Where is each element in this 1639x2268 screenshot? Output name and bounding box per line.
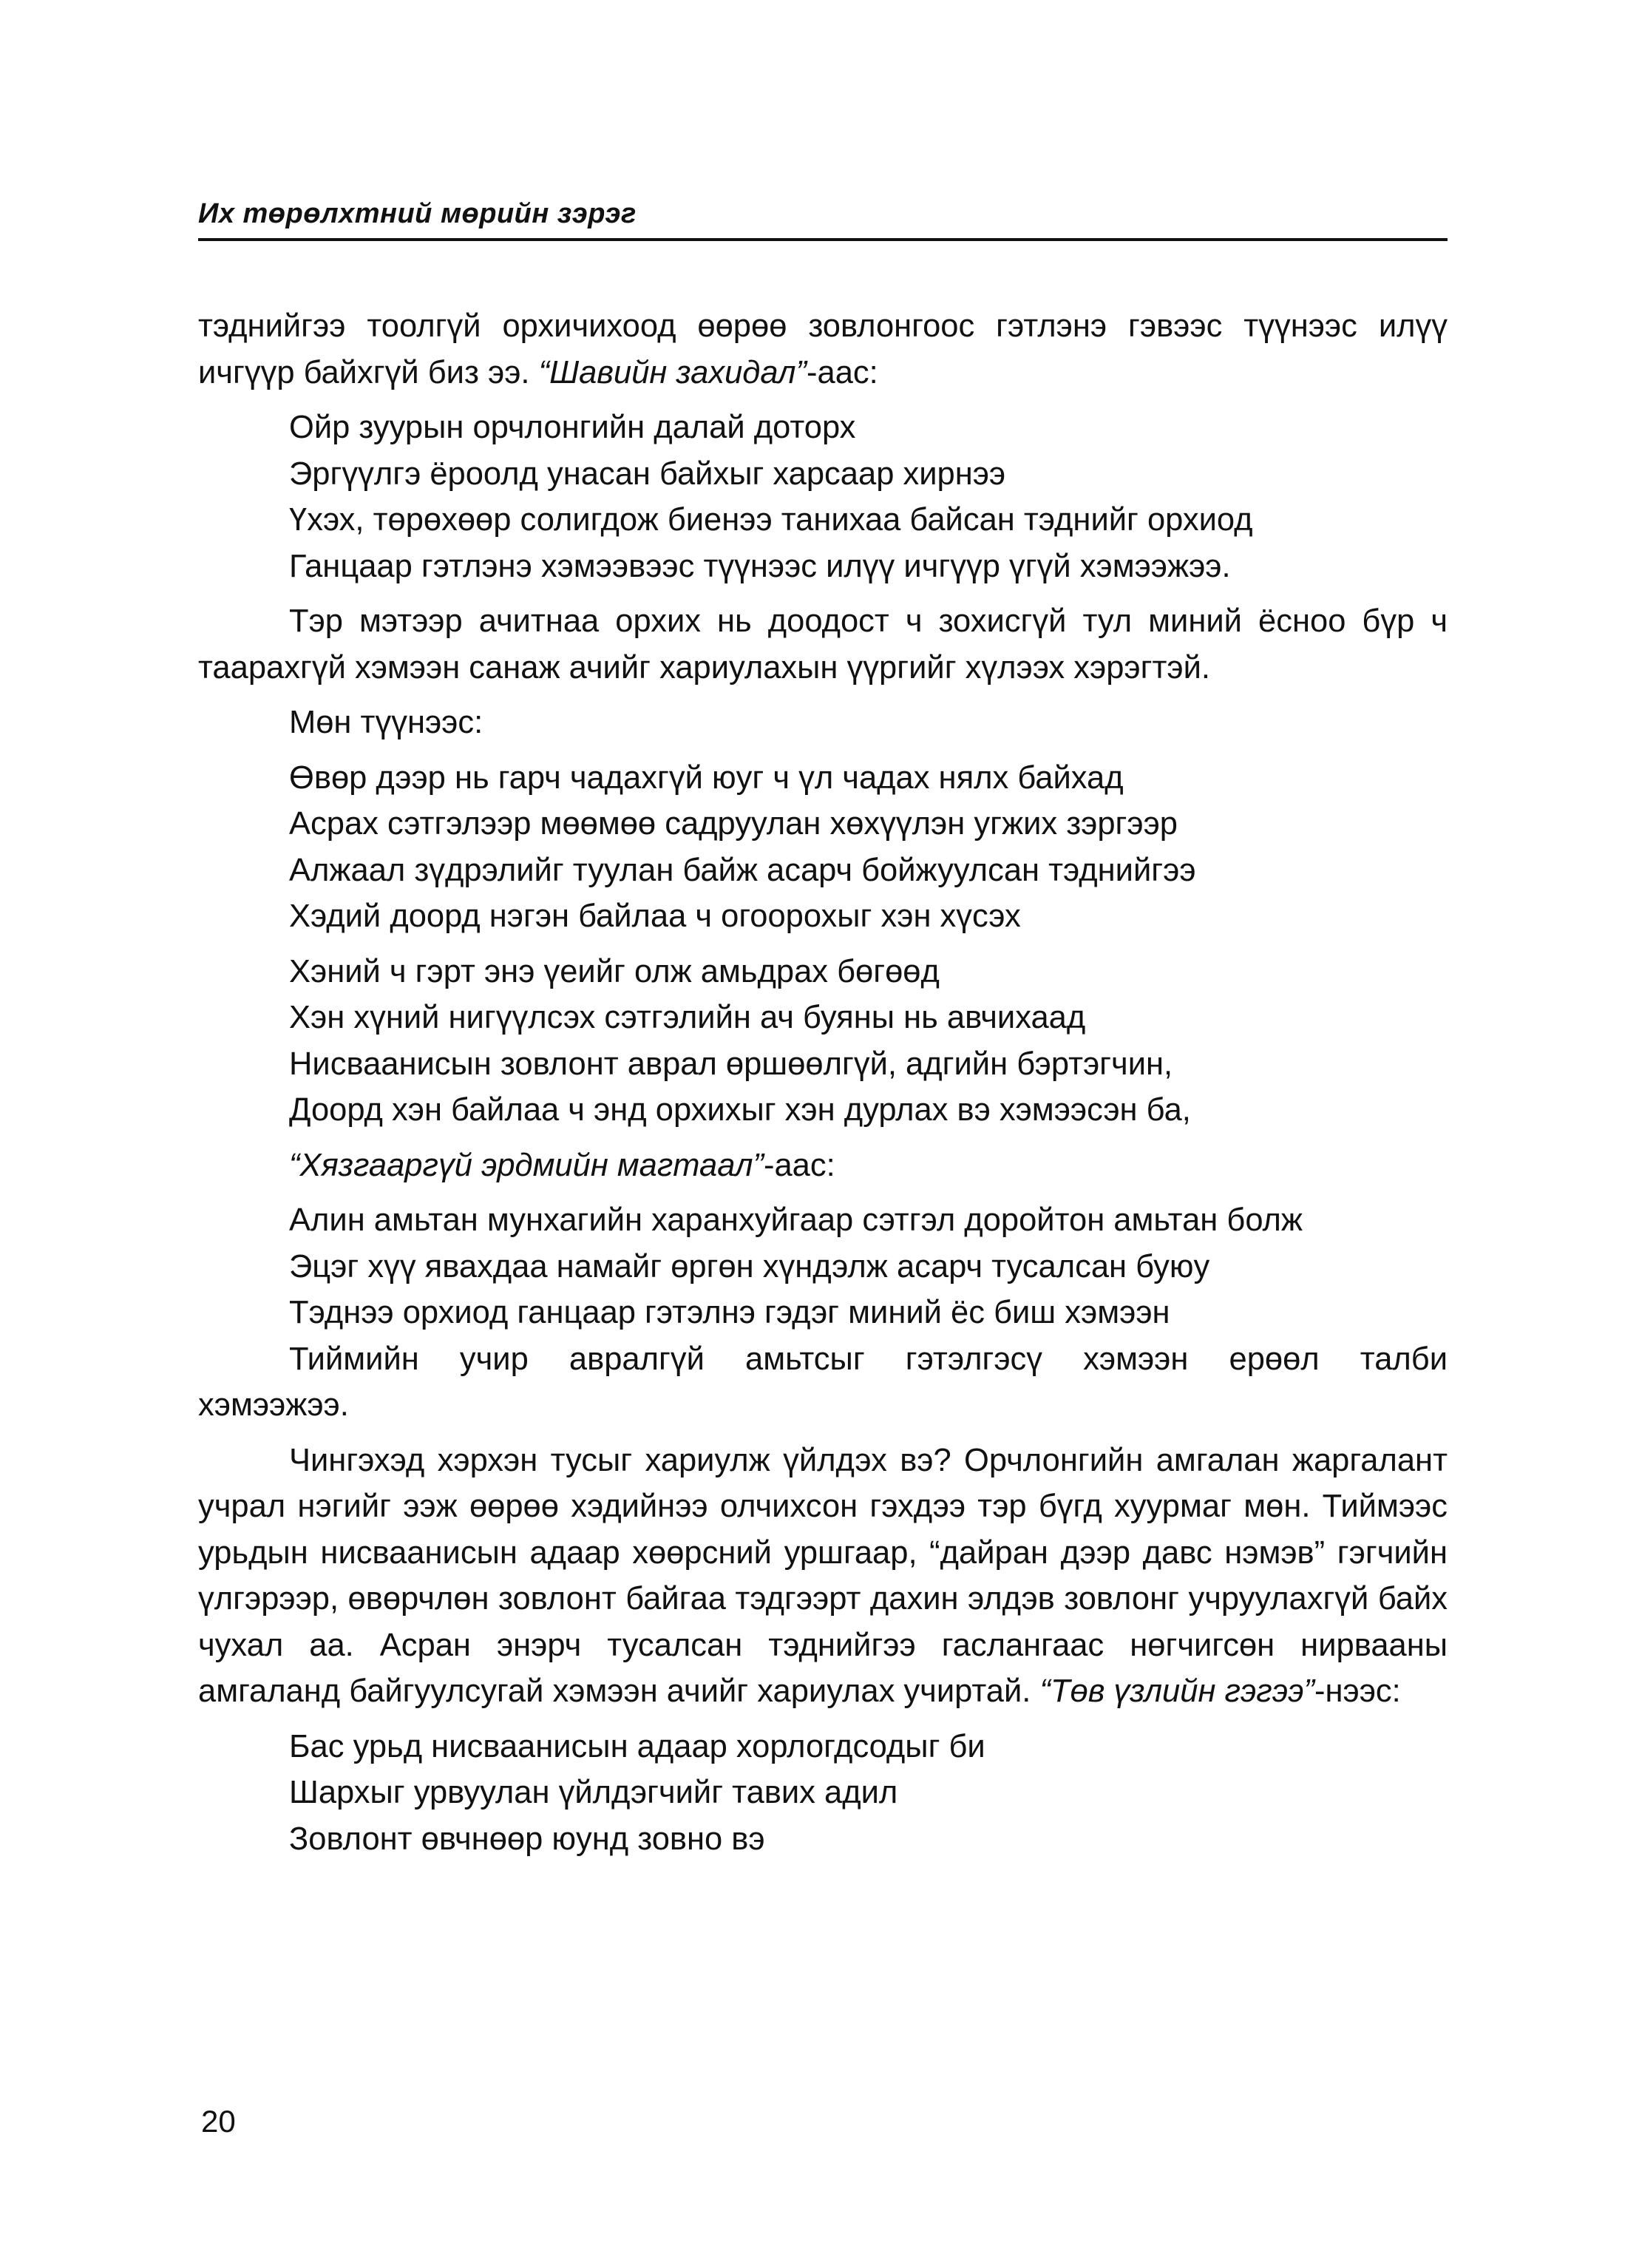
verse-quote-1 (198, 404, 1448, 589)
verse-line: Өвөр дээр нь гарч чадахгүй юуг ч үл чадах нялх байхад (289, 759, 1124, 796)
verse-quote-3 (198, 949, 1448, 1134)
verse-quote-5 (198, 1724, 1448, 1863)
verse-line: Хэн хүний нигүүлсэх сэтгэлийн ач буяны нь авчихаад (289, 1000, 1086, 1035)
verse-line: Үхэх, төрөхөөр солигдож биенээ танихаа байсан тэднийг орхиод (289, 502, 1253, 538)
verse-line: Тэднээ орхиод ганцаар гэтэлнэ гэдэг миний ёс биш хэмээн (289, 1295, 1170, 1330)
verse-line: Хэдий доорд нэгэн байлаа ч огоорохыг хэн хүсэх (289, 898, 1021, 934)
verse-line: Зовлонт өвчнөөр юунд зовно вэ (289, 1821, 765, 1857)
paragraph-source-intro (198, 1143, 1448, 1189)
verse-line: Асрах сэтгэлээр мөөмөө садруулан хөхүүлэн угжих зэргээр (289, 806, 1178, 842)
paragraph: Тэр мэтээр ачитнаа орхих нь доодост ч зохисгүй тул миний ёсноо бүр ч таарахгүй хэмээн санаж ачийг хариулахын үүргийг хүлээх хэрэгтэй. (198, 603, 1448, 686)
verse-line: Тиймийн учир авралгүй амьтсыг гэтэлгэсү хэмээн ерөөл талби (289, 1341, 1448, 1377)
source-title: “Төв үзлийн гэгээ” (1039, 1673, 1315, 1709)
source-suffix: -нээс: (1314, 1673, 1401, 1709)
source-suffix: -аас: (807, 354, 878, 390)
source-suffix: -аас: (763, 1147, 835, 1183)
verse-line: Нисваанисын зовлонт аврал өршөөлгүй, адгийн бэртэгчин, (289, 1046, 1173, 1082)
verse-line: Эцэг хүү явахдаа намайг өргөн хүндэлж асарч тусалсан буюу (289, 1248, 1210, 1284)
verse-quote-2 (198, 755, 1448, 940)
page-number: 20 (201, 2104, 236, 2139)
paragraph (198, 1438, 1448, 1715)
verse-line: Ганцаар гэтлэнэ хэмээвээс түүнээс илүү ичгүүр үгүй хэмээжээ. (289, 548, 1231, 584)
verse-line: Шархыг урвуулан үйлдэгчийг тавих адил (289, 1775, 898, 1810)
verse-line: Эргүүлгэ ёроолд унасан байхыг харсаар хирнээ (289, 456, 1006, 492)
verse-line-continuation: хэмээжээ. (198, 1387, 349, 1423)
header-rule (198, 238, 1448, 241)
paragraph: Мөн түүнээс: (289, 705, 483, 740)
verse-line: Доорд хэн байлаа ч энд орхихыг хэн дурлах вэ хэмээсэн ба, (289, 1092, 1191, 1128)
paragraph-continuation (198, 303, 1448, 396)
verse-line: Алин амьтан мунхагийн харанхуйгаар сэтгэл доройтон амьтан болж (289, 1202, 1303, 1238)
running-header: Их төрөлхтний мөрийн зэрэг (198, 198, 637, 229)
source-title: “Хязгааргүй эрдмийн магтаал” (289, 1147, 764, 1183)
source-title: “Шавийн захидал” (538, 354, 807, 390)
verse-quote-4 (198, 1197, 1448, 1429)
paragraph-text: тэднийгээ тоолгүй орхичихоод өөрөө зовлонгоос гэтлэнэ гэвээс түүнээс илүү ичгүүр байхгүй биз ээ. (198, 308, 1448, 390)
paragraph-text: Чингэхэд хэрхэн тусыг хариулж үйлдэх вэ? Орчлонгийн амгалан жаргалант учрал нэгийг ээж өөрөө хэдийнээ олчихсон гэхдээ тэр бүгд хуурмаг мөн. Тиймээс урьдын нисваанисын адаар хөөрсний уршгаар, “дайран дээр давс нэмэв” гэгчийн үлгэрээр, өвөрчлөн зовлонт байгаа тэдгээрт дахин элдэв зовлонг учруулахгүй байх чухал аа. Асран энэрч тусалсан тэднийгээ гаслангаас нөгчигсөн нирвааны амгаланд байгуулсугай хэмээн ачийг хариулах учиртай. (198, 1442, 1448, 1709)
body-text (198, 303, 1448, 1862)
verse-line: Бас урьд нисваанисын адаар хорлогдсодыг би (289, 1728, 985, 1764)
verse-line: Хэний ч гэрт энэ үеийг олж амьдрах бөгөөд (289, 953, 940, 989)
verse-line: Ойр зуурын орчлонгийн далай доторх (289, 410, 856, 445)
verse-line: Алжаал зүдрэлийг туулан байж асарч бойжуулсан тэднийгээ (289, 852, 1196, 888)
